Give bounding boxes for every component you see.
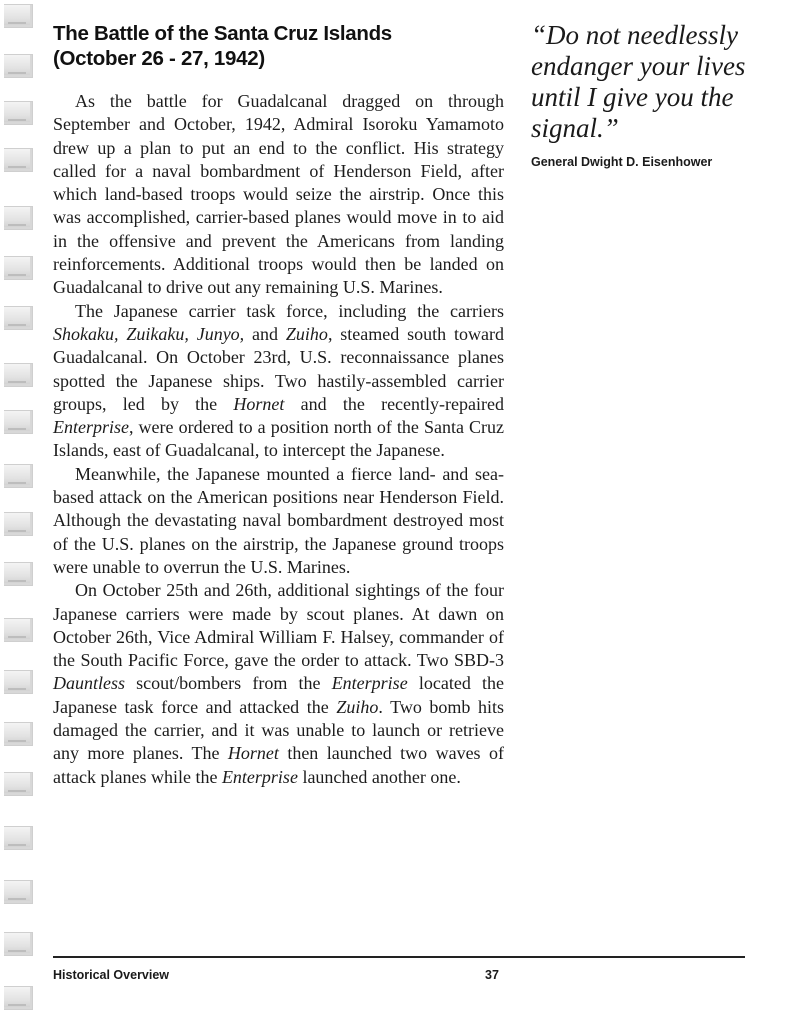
binding-ring-icon: [4, 464, 33, 488]
ship-name: Zuiho: [336, 696, 379, 717]
binding-ring-icon: [4, 148, 33, 172]
text-span: and: [244, 323, 286, 344]
binding-ring-icon: [4, 363, 33, 387]
article-title: [53, 21, 473, 71]
paragraph-3: Meanwhile, the Japanese mounted a fierce land- and sea-based attack on the American positions near Henderson Field. Although the devastating naval bombardment destroyed most of the U.S. planes on the airstrip, the Japanese ground troops were unable to overrun the U.S. Marines.: [53, 463, 504, 577]
ship-names: Shokaku, Zuikaku, Junyo,: [53, 323, 245, 344]
page-number: 37: [485, 968, 499, 982]
text-span: then launched two waves of attack planes while the: [53, 743, 504, 787]
binding-ring-icon: [4, 306, 33, 330]
plane-name: Dauntless: [53, 673, 125, 694]
binding-ring-icon: [4, 722, 33, 746]
text-span: located the Japanese task force and attacked the: [53, 673, 505, 717]
binding-ring-icon: [4, 562, 33, 586]
article-body: [53, 90, 504, 789]
binding-ring-icon: [4, 772, 33, 796]
quote-attribution: General Dwight D. Eisenhower: [531, 155, 713, 169]
text-span: scout/bombers from the: [125, 673, 332, 694]
binding-ring-icon: [4, 932, 33, 956]
binding-ring-icon: [4, 410, 33, 434]
pull-quote: “Do not needlessly endanger your lives until I give you the signal.”: [531, 20, 746, 143]
binding-ring-icon: [4, 256, 33, 280]
footer-divider: [53, 956, 745, 958]
text-span: On October 25th and 26th, additional sightings of the four Japanese carriers were made by scout planes. At dawn on October 26th, Vice Admiral William F. Halsey, commander of the South Pacific Force, gave the order to attack. Two SBD-3: [53, 580, 504, 671]
text-span: launched another one.: [297, 766, 461, 787]
binding-ring-icon: [4, 101, 33, 125]
binding-ring-icon: [4, 880, 33, 904]
text-span: The Japanese carrier task force, including the carriers: [75, 300, 504, 321]
ship-name: Zuiho: [285, 323, 328, 344]
text-span: , steamed south toward Guadalcanal. On October 23rd, U.S. reconnaissance planes spotted the Japanese ships. Two hastily-assembled carrier groups, led by the: [53, 323, 504, 414]
binding-ring-icon: [4, 206, 33, 230]
paragraph-2: [53, 300, 504, 463]
binding-ring-icon: [4, 826, 33, 850]
binding-ring-icon: [4, 54, 33, 78]
spiral-binding: [0, 0, 40, 1033]
ship-name: Hornet: [233, 393, 285, 414]
ship-name: Hornet: [227, 743, 279, 764]
footer-section-title: Historical Overview: [53, 968, 170, 982]
binding-ring-icon: [4, 4, 33, 28]
title-line-2: (October 26 - 27, 1942): [53, 47, 265, 70]
title-line-1: The Battle of the Santa Cruz Islands: [53, 22, 392, 45]
text-span: and the recently-repaired: [284, 393, 504, 414]
paragraph-4: [53, 579, 504, 789]
ship-name: Enterprise: [331, 673, 408, 694]
paragraph-1: As the battle for Guadalcanal dragged on through September and October, 1942, Admiral Isoroku Yamamoto drew up a plan to put an end to the conflict. His strategy called for a naval bombardment of Henderson Field, after which land-based troops would seize the airstrip. Once this was accomplished, carrier-based planes would move in to aid in the offensive and prevent the Americans from landing reinforcements. Additional troops would then be landed on Guadalcanal to drive out any remaining U.S. Marines.: [53, 91, 504, 298]
binding-ring-icon: [4, 986, 33, 1010]
binding-ring-icon: [4, 670, 33, 694]
binding-ring-icon: [4, 512, 33, 536]
ship-name: Enterprise: [221, 766, 298, 787]
ship-name: Enterprise: [53, 417, 129, 438]
text-span: . Two bomb hits damaged the carrier, and it was unable to launch or retrieve any more planes. The: [53, 696, 504, 764]
text-span: , were ordered to a position north of the Santa Cruz Islands, east of Guadalcanal, to intercept the Japanese.: [53, 417, 504, 461]
binding-ring-icon: [4, 618, 33, 642]
